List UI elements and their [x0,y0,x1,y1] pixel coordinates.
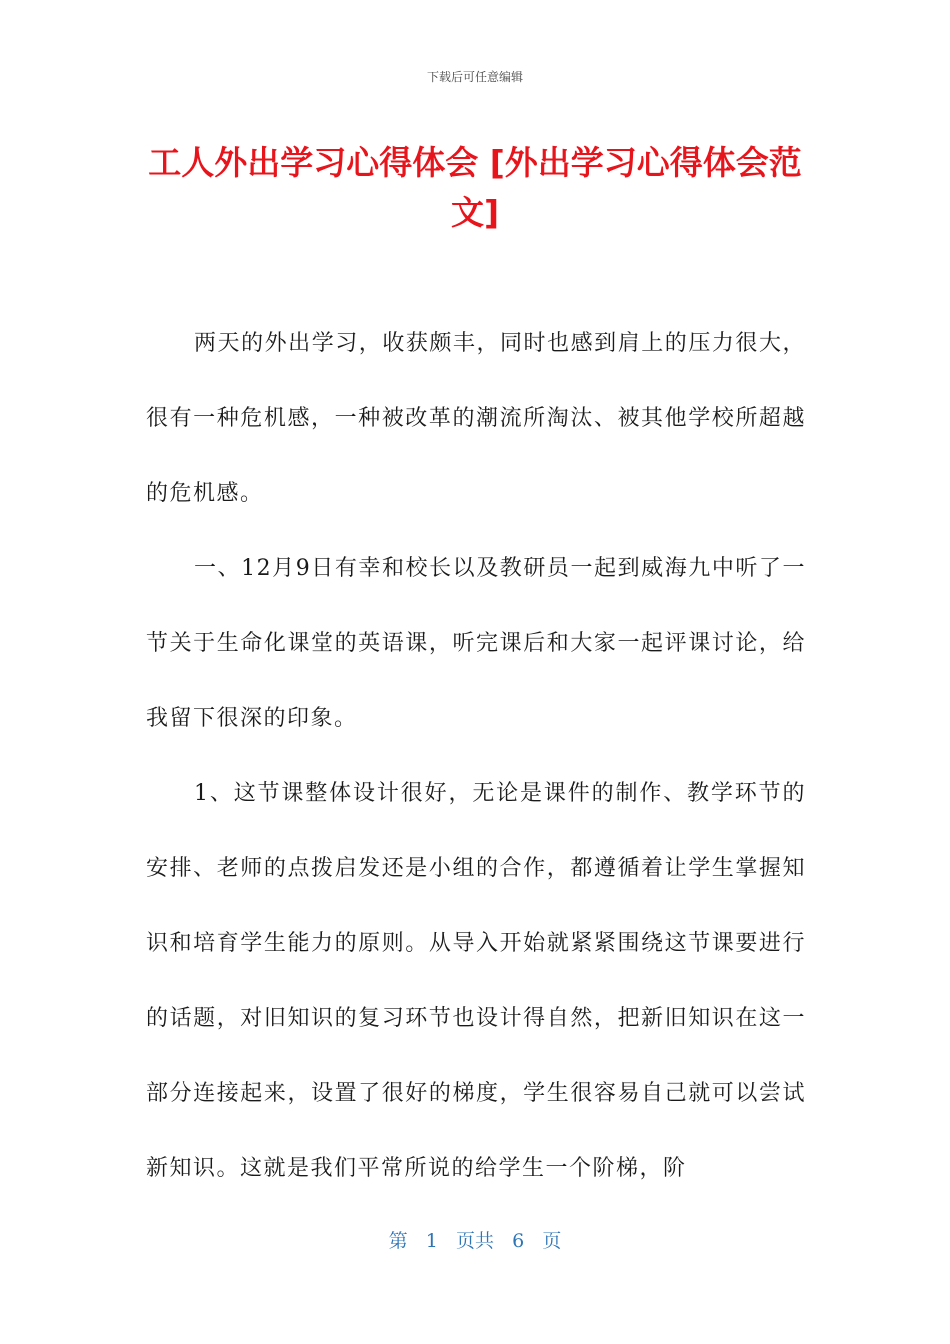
footer-page-number: 1 [425,1230,438,1252]
footer-prefix: 第 [388,1230,408,1252]
document-body [146,306,806,1206]
paragraph-2: 一、12月9日有幸和校长以及教研员一起到威海九中听了一节关于生命化课堂的英语课，听完课后和大家一起评课讨论，给我留下很深的印象。 [146,556,806,731]
page-footer [0,1226,950,1253]
paragraph-3: 1、这节课整体设计很好，无论是课件的制作、教学环节的安排、老师的点拨启发还是小组的合作，都遵循着让学生掌握知识和培育学生能力的原则。从导入开始就紧紧围绕这节课要进行的话题，对旧知识的复习环节也设计得自然，把新旧知识在这一部分连接起来，设置了很好的梯度，学生很容易自己就可以尝试新知识。这就是我们平常所说的给学生一个阶梯，阶 [146,781,806,1181]
paragraph-1: 两天的外出学习，收获颇丰，同时也感到肩上的压力很大，很有一种危机感，一种被改革的潮流所淘汰、被其他学校所超越的危机感。 [146,331,806,506]
footer-middle: 页共 [455,1230,494,1252]
document-title: 工人外出学习心得体会 [外出学习心得体会范文] [148,143,802,232]
footer-suffix: 页 [542,1230,562,1252]
header-note: 下载后可任意编辑 [426,70,523,84]
footer-total-pages: 6 [512,1230,525,1252]
